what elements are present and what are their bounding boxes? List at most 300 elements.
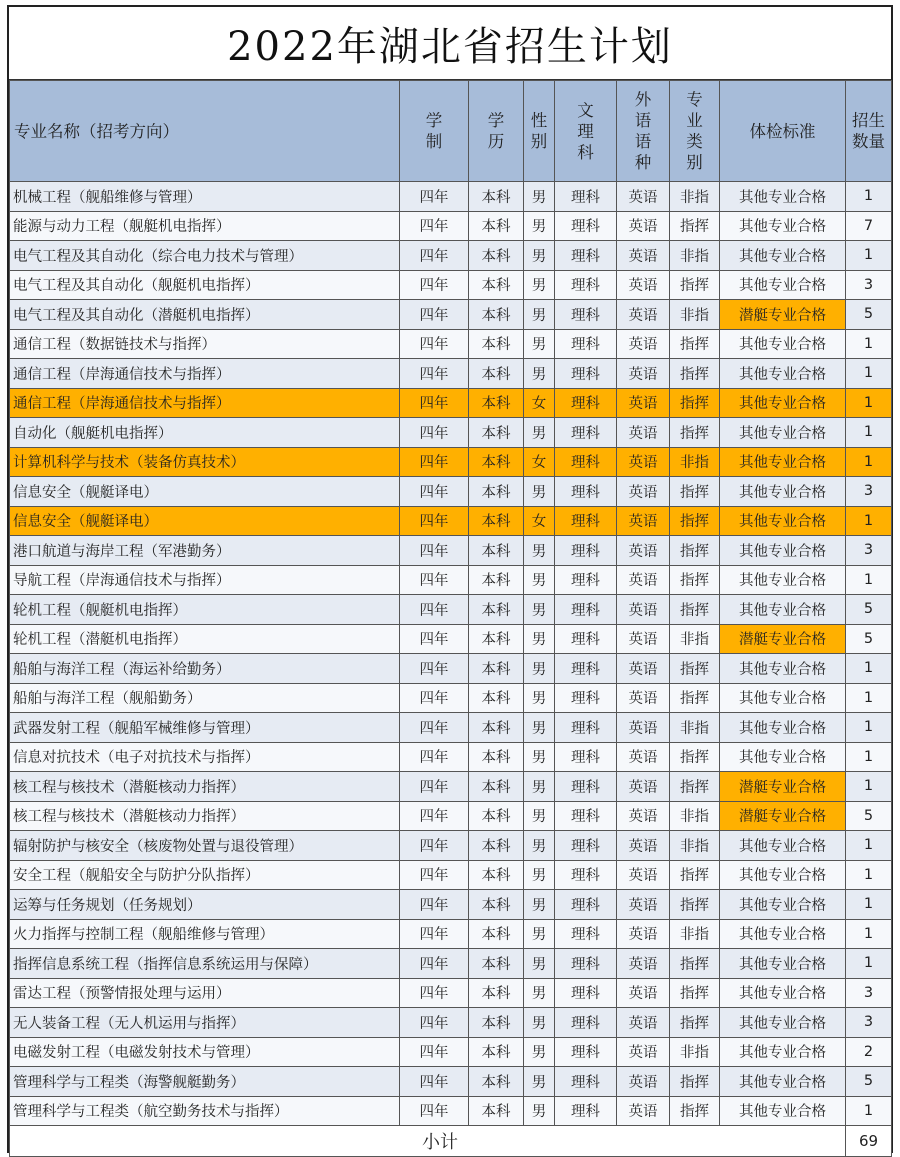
table-row: [10, 1037, 892, 1067]
cell-name: 港口航道与海岸工程（军港勤务）: [10, 536, 400, 566]
cell-xueli: 本科: [469, 182, 524, 212]
cell-leibie: 指挥: [670, 418, 720, 448]
cell-xuezhi: 四年: [400, 506, 469, 536]
header-xingbie: 性 别: [524, 81, 555, 182]
cell-xueli: 本科: [469, 919, 524, 949]
cell-name: 机械工程（舰船维修与管理）: [10, 182, 400, 212]
cell-leibie: 非指: [670, 801, 720, 831]
cell-xuezhi: 四年: [400, 211, 469, 241]
cell-xingbie: 男: [524, 978, 555, 1008]
header-shuliang: 招生 数量: [846, 81, 892, 182]
table-row: [10, 949, 892, 979]
cell-name: 辐射防护与核安全（核废物处置与退役管理）: [10, 831, 400, 861]
table-header-row: [10, 81, 892, 182]
cell-name: 无人装备工程（无人机运用与指挥）: [10, 1008, 400, 1038]
cell-name: 计算机科学与技术（装备仿真技术）: [10, 447, 400, 477]
cell-tijian: 其他专业合格: [720, 1037, 846, 1067]
cell-wenli: 理科: [555, 595, 617, 625]
cell-name: 安全工程（舰船安全与防护分队指挥）: [10, 860, 400, 890]
cell-xueli: 本科: [469, 1008, 524, 1038]
cell-name: 轮机工程（潜艇机电指挥）: [10, 624, 400, 654]
cell-xingbie: 男: [524, 713, 555, 743]
table-row: [10, 624, 892, 654]
cell-waiyu: 英语: [617, 801, 670, 831]
cell-xingbie: 男: [524, 801, 555, 831]
cell-xuezhi: 四年: [400, 447, 469, 477]
cell-wenli: 理科: [555, 300, 617, 330]
cell-xueli: 本科: [469, 595, 524, 625]
cell-xueli: 本科: [469, 270, 524, 300]
cell-xingbie: 男: [524, 565, 555, 595]
cell-wenli: 理科: [555, 329, 617, 359]
cell-xingbie: 男: [524, 418, 555, 448]
table-row: [10, 1096, 892, 1126]
cell-wenli: 理科: [555, 1037, 617, 1067]
cell-waiyu: 英语: [617, 270, 670, 300]
cell-xingbie: 男: [524, 241, 555, 271]
cell-xuezhi: 四年: [400, 949, 469, 979]
cell-waiyu: 英语: [617, 388, 670, 418]
cell-wenli: 理科: [555, 388, 617, 418]
cell-leibie: 指挥: [670, 536, 720, 566]
cell-waiyu: 英语: [617, 211, 670, 241]
cell-shuliang: 1: [846, 388, 892, 418]
cell-shuliang: 1: [846, 742, 892, 772]
table-row: [10, 1067, 892, 1097]
cell-wenli: 理科: [555, 211, 617, 241]
cell-leibie: 指挥: [670, 1067, 720, 1097]
cell-xueli: 本科: [469, 477, 524, 507]
cell-name: 电磁发射工程（电磁发射技术与管理）: [10, 1037, 400, 1067]
cell-waiyu: 英语: [617, 949, 670, 979]
cell-xingbie: 男: [524, 329, 555, 359]
cell-leibie: 指挥: [670, 270, 720, 300]
cell-tijian: 潜艇专业合格: [720, 772, 846, 802]
cell-tijian: 其他专业合格: [720, 565, 846, 595]
cell-xueli: 本科: [469, 565, 524, 595]
cell-xueli: 本科: [469, 536, 524, 566]
cell-xingbie: 男: [524, 742, 555, 772]
cell-wenli: 理科: [555, 1096, 617, 1126]
cell-tijian: 其他专业合格: [720, 831, 846, 861]
cell-leibie: 指挥: [670, 949, 720, 979]
cell-shuliang: 5: [846, 595, 892, 625]
cell-name: 指挥信息系统工程（指挥信息系统运用与保障）: [10, 949, 400, 979]
cell-xuezhi: 四年: [400, 742, 469, 772]
cell-waiyu: 英语: [617, 978, 670, 1008]
cell-xingbie: 男: [524, 536, 555, 566]
header-major-name: 专业名称（招考方向）: [10, 81, 400, 182]
cell-waiyu: 英语: [617, 654, 670, 684]
cell-shuliang: 2: [846, 1037, 892, 1067]
cell-shuliang: 7: [846, 211, 892, 241]
cell-shuliang: 1: [846, 860, 892, 890]
cell-name: 船舶与海洋工程（海运补给勤务）: [10, 654, 400, 684]
cell-wenli: 理科: [555, 978, 617, 1008]
table-row: [10, 860, 892, 890]
cell-wenli: 理科: [555, 477, 617, 507]
cell-tijian: 其他专业合格: [720, 270, 846, 300]
cell-tijian: 其他专业合格: [720, 241, 846, 271]
cell-leibie: 指挥: [670, 860, 720, 890]
cell-waiyu: 英语: [617, 477, 670, 507]
cell-waiyu: 英语: [617, 595, 670, 625]
cell-shuliang: 1: [846, 241, 892, 271]
cell-wenli: 理科: [555, 536, 617, 566]
cell-tijian: 潜艇专业合格: [720, 624, 846, 654]
cell-xingbie: 女: [524, 388, 555, 418]
cell-waiyu: 英语: [617, 241, 670, 271]
cell-leibie: 指挥: [670, 388, 720, 418]
cell-tijian: 其他专业合格: [720, 1008, 846, 1038]
cell-name: 通信工程（岸海通信技术与指挥）: [10, 388, 400, 418]
cell-waiyu: 英语: [617, 890, 670, 920]
cell-name: 电气工程及其自动化（综合电力技术与管理）: [10, 241, 400, 271]
cell-xuezhi: 四年: [400, 860, 469, 890]
table-row: [10, 772, 892, 802]
cell-xueli: 本科: [469, 949, 524, 979]
cell-xingbie: 男: [524, 1008, 555, 1038]
cell-wenli: 理科: [555, 860, 617, 890]
cell-xueli: 本科: [469, 742, 524, 772]
table-row: [10, 418, 892, 448]
cell-waiyu: 英语: [617, 506, 670, 536]
cell-xuezhi: 四年: [400, 1008, 469, 1038]
cell-leibie: 非指: [670, 241, 720, 271]
cell-xueli: 本科: [469, 506, 524, 536]
cell-xueli: 本科: [469, 713, 524, 743]
cell-xuezhi: 四年: [400, 536, 469, 566]
cell-shuliang: 1: [846, 772, 892, 802]
cell-xuezhi: 四年: [400, 182, 469, 212]
table-row: [10, 595, 892, 625]
cell-shuliang: 1: [846, 713, 892, 743]
table-row: [10, 241, 892, 271]
cell-xingbie: 男: [524, 772, 555, 802]
table-row: [10, 890, 892, 920]
cell-xueli: 本科: [469, 300, 524, 330]
cell-name: 自动化（舰艇机电指挥）: [10, 418, 400, 448]
cell-shuliang: 3: [846, 536, 892, 566]
header-xueli: 学 历: [469, 81, 524, 182]
cell-wenli: 理科: [555, 683, 617, 713]
cell-shuliang: 1: [846, 182, 892, 212]
cell-xueli: 本科: [469, 211, 524, 241]
cell-name: 管理科学与工程类（航空勤务技术与指挥）: [10, 1096, 400, 1126]
header-waiyu: 外 语 语 种: [617, 81, 670, 182]
cell-xueli: 本科: [469, 418, 524, 448]
cell-leibie: 指挥: [670, 506, 720, 536]
cell-xueli: 本科: [469, 978, 524, 1008]
cell-leibie: 非指: [670, 713, 720, 743]
cell-xuezhi: 四年: [400, 713, 469, 743]
cell-xueli: 本科: [469, 1067, 524, 1097]
cell-xueli: 本科: [469, 624, 524, 654]
cell-shuliang: 5: [846, 1067, 892, 1097]
cell-tijian: 其他专业合格: [720, 742, 846, 772]
cell-shuliang: 5: [846, 624, 892, 654]
cell-xingbie: 男: [524, 211, 555, 241]
cell-xingbie: 男: [524, 359, 555, 389]
cell-tijian: 其他专业合格: [720, 211, 846, 241]
cell-leibie: 指挥: [670, 477, 720, 507]
cell-tijian: 其他专业合格: [720, 919, 846, 949]
cell-wenli: 理科: [555, 241, 617, 271]
cell-tijian: 其他专业合格: [720, 595, 846, 625]
cell-wenli: 理科: [555, 831, 617, 861]
cell-tijian: 其他专业合格: [720, 683, 846, 713]
subtotal-row: [10, 1126, 892, 1157]
cell-shuliang: 1: [846, 418, 892, 448]
cell-shuliang: 1: [846, 949, 892, 979]
cell-xuezhi: 四年: [400, 801, 469, 831]
cell-leibie: 指挥: [670, 1008, 720, 1038]
cell-xueli: 本科: [469, 683, 524, 713]
cell-xingbie: 男: [524, 831, 555, 861]
cell-name: 核工程与核技术（潜艇核动力指挥）: [10, 801, 400, 831]
cell-waiyu: 英语: [617, 447, 670, 477]
cell-tijian: 其他专业合格: [720, 536, 846, 566]
cell-wenli: 理科: [555, 713, 617, 743]
cell-name: 运筹与任务规划（任务规划）: [10, 890, 400, 920]
cell-shuliang: 1: [846, 506, 892, 536]
table-row: [10, 506, 892, 536]
header-wenli: 文 理 科: [555, 81, 617, 182]
cell-name: 信息对抗技术（电子对抗技术与指挥）: [10, 742, 400, 772]
cell-shuliang: 1: [846, 329, 892, 359]
cell-xingbie: 男: [524, 1096, 555, 1126]
cell-xingbie: 男: [524, 624, 555, 654]
cell-shuliang: 3: [846, 1008, 892, 1038]
cell-leibie: 指挥: [670, 211, 720, 241]
cell-waiyu: 英语: [617, 418, 670, 448]
cell-leibie: 非指: [670, 182, 720, 212]
cell-name: 火力指挥与控制工程（舰船维修与管理）: [10, 919, 400, 949]
cell-xueli: 本科: [469, 1096, 524, 1126]
cell-leibie: 指挥: [670, 978, 720, 1008]
cell-name: 通信工程（数据链技术与指挥）: [10, 329, 400, 359]
cell-wenli: 理科: [555, 270, 617, 300]
cell-waiyu: 英语: [617, 713, 670, 743]
cell-shuliang: 1: [846, 565, 892, 595]
cell-leibie: 指挥: [670, 329, 720, 359]
cell-xueli: 本科: [469, 359, 524, 389]
cell-tijian: 其他专业合格: [720, 1096, 846, 1126]
table-row: [10, 536, 892, 566]
cell-waiyu: 英语: [617, 742, 670, 772]
cell-wenli: 理科: [555, 654, 617, 684]
cell-xuezhi: 四年: [400, 683, 469, 713]
cell-tijian: 其他专业合格: [720, 713, 846, 743]
cell-xueli: 本科: [469, 447, 524, 477]
cell-xueli: 本科: [469, 860, 524, 890]
enrollment-plan-sheet: [7, 5, 893, 1153]
cell-name: 管理科学与工程类（海警舰艇勤务）: [10, 1067, 400, 1097]
cell-shuliang: 3: [846, 477, 892, 507]
cell-waiyu: 英语: [617, 1037, 670, 1067]
cell-shuliang: 1: [846, 359, 892, 389]
table-row: [10, 477, 892, 507]
cell-xueli: 本科: [469, 241, 524, 271]
cell-xuezhi: 四年: [400, 1037, 469, 1067]
cell-wenli: 理科: [555, 801, 617, 831]
cell-xueli: 本科: [469, 654, 524, 684]
cell-leibie: 指挥: [670, 595, 720, 625]
cell-waiyu: 英语: [617, 359, 670, 389]
cell-xingbie: 男: [524, 300, 555, 330]
cell-name: 通信工程（岸海通信技术与指挥）: [10, 359, 400, 389]
cell-leibie: 指挥: [670, 683, 720, 713]
cell-waiyu: 英语: [617, 919, 670, 949]
cell-xingbie: 男: [524, 477, 555, 507]
cell-tijian: 其他专业合格: [720, 477, 846, 507]
cell-wenli: 理科: [555, 506, 617, 536]
cell-xingbie: 男: [524, 949, 555, 979]
cell-name: 信息安全（舰艇译电）: [10, 506, 400, 536]
table-row: [10, 654, 892, 684]
cell-name: 雷达工程（预警情报处理与运用）: [10, 978, 400, 1008]
cell-xingbie: 男: [524, 890, 555, 920]
cell-wenli: 理科: [555, 919, 617, 949]
cell-leibie: 指挥: [670, 742, 720, 772]
cell-tijian: 其他专业合格: [720, 447, 846, 477]
cell-leibie: 非指: [670, 447, 720, 477]
cell-wenli: 理科: [555, 418, 617, 448]
cell-shuliang: 1: [846, 654, 892, 684]
cell-wenli: 理科: [555, 1008, 617, 1038]
cell-xuezhi: 四年: [400, 270, 469, 300]
cell-xueli: 本科: [469, 831, 524, 861]
cell-tijian: 其他专业合格: [720, 388, 846, 418]
cell-tijian: 其他专业合格: [720, 182, 846, 212]
cell-tijian: 其他专业合格: [720, 978, 846, 1008]
cell-xingbie: 女: [524, 506, 555, 536]
cell-leibie: 指挥: [670, 890, 720, 920]
cell-name: 武器发射工程（舰船军械维修与管理）: [10, 713, 400, 743]
cell-xingbie: 男: [524, 1037, 555, 1067]
cell-tijian: 其他专业合格: [720, 359, 846, 389]
cell-wenli: 理科: [555, 182, 617, 212]
cell-xuezhi: 四年: [400, 595, 469, 625]
cell-shuliang: 1: [846, 1096, 892, 1126]
cell-waiyu: 英语: [617, 860, 670, 890]
cell-xueli: 本科: [469, 388, 524, 418]
cell-xueli: 本科: [469, 801, 524, 831]
cell-name: 信息安全（舰艇译电）: [10, 477, 400, 507]
cell-waiyu: 英语: [617, 300, 670, 330]
cell-xingbie: 男: [524, 683, 555, 713]
cell-waiyu: 英语: [617, 831, 670, 861]
subtotal-label: 小计: [10, 1126, 846, 1157]
subtotal-value: 69: [846, 1126, 892, 1157]
cell-name: 电气工程及其自动化（舰艇机电指挥）: [10, 270, 400, 300]
cell-tijian: 其他专业合格: [720, 890, 846, 920]
table-row: [10, 388, 892, 418]
cell-xuezhi: 四年: [400, 772, 469, 802]
cell-tijian: 其他专业合格: [720, 506, 846, 536]
cell-xuezhi: 四年: [400, 1096, 469, 1126]
cell-xingbie: 男: [524, 860, 555, 890]
cell-xingbie: 男: [524, 1067, 555, 1097]
cell-xueli: 本科: [469, 1037, 524, 1067]
table-row: [10, 359, 892, 389]
cell-xuezhi: 四年: [400, 418, 469, 448]
table-row: [10, 182, 892, 212]
header-tijian: 体检标准: [720, 81, 846, 182]
table-row: [10, 713, 892, 743]
cell-xuezhi: 四年: [400, 300, 469, 330]
cell-shuliang: 3: [846, 978, 892, 1008]
cell-leibie: 非指: [670, 624, 720, 654]
cell-shuliang: 1: [846, 890, 892, 920]
table-row: [10, 565, 892, 595]
cell-shuliang: 5: [846, 801, 892, 831]
cell-xuezhi: 四年: [400, 241, 469, 271]
cell-leibie: 指挥: [670, 359, 720, 389]
cell-xuezhi: 四年: [400, 831, 469, 861]
cell-xuezhi: 四年: [400, 624, 469, 654]
cell-xuezhi: 四年: [400, 654, 469, 684]
cell-tijian: 潜艇专业合格: [720, 801, 846, 831]
cell-waiyu: 英语: [617, 182, 670, 212]
cell-wenli: 理科: [555, 447, 617, 477]
table-row: [10, 270, 892, 300]
cell-leibie: 非指: [670, 300, 720, 330]
cell-name: 导航工程（岸海通信技术与指挥）: [10, 565, 400, 595]
table-row: [10, 742, 892, 772]
cell-wenli: 理科: [555, 890, 617, 920]
cell-wenli: 理科: [555, 565, 617, 595]
cell-waiyu: 英语: [617, 772, 670, 802]
cell-xuezhi: 四年: [400, 565, 469, 595]
cell-xuezhi: 四年: [400, 978, 469, 1008]
cell-xingbie: 男: [524, 182, 555, 212]
cell-wenli: 理科: [555, 359, 617, 389]
table-row: [10, 300, 892, 330]
cell-tijian: 潜艇专业合格: [720, 300, 846, 330]
page-title: 2022年湖北省招生计划: [9, 7, 891, 80]
cell-xuezhi: 四年: [400, 477, 469, 507]
cell-tijian: 其他专业合格: [720, 949, 846, 979]
cell-xingbie: 男: [524, 654, 555, 684]
header-leibie: 专 业 类 别: [670, 81, 720, 182]
cell-name: 轮机工程（舰艇机电指挥）: [10, 595, 400, 625]
cell-waiyu: 英语: [617, 536, 670, 566]
cell-xuezhi: 四年: [400, 388, 469, 418]
cell-tijian: 其他专业合格: [720, 654, 846, 684]
cell-shuliang: 1: [846, 831, 892, 861]
cell-tijian: 其他专业合格: [720, 329, 846, 359]
table-row: [10, 447, 892, 477]
cell-xingbie: 男: [524, 919, 555, 949]
cell-xuezhi: 四年: [400, 359, 469, 389]
cell-shuliang: 5: [846, 300, 892, 330]
cell-shuliang: 1: [846, 683, 892, 713]
table-row: [10, 683, 892, 713]
cell-waiyu: 英语: [617, 565, 670, 595]
cell-xuezhi: 四年: [400, 1067, 469, 1097]
cell-wenli: 理科: [555, 624, 617, 654]
cell-xueli: 本科: [469, 772, 524, 802]
enrollment-table: [9, 80, 892, 1157]
cell-waiyu: 英语: [617, 624, 670, 654]
table-row: [10, 801, 892, 831]
cell-name: 核工程与核技术（潜艇核动力指挥）: [10, 772, 400, 802]
cell-tijian: 其他专业合格: [720, 860, 846, 890]
table-row: [10, 919, 892, 949]
cell-xuezhi: 四年: [400, 919, 469, 949]
cell-leibie: 指挥: [670, 772, 720, 802]
